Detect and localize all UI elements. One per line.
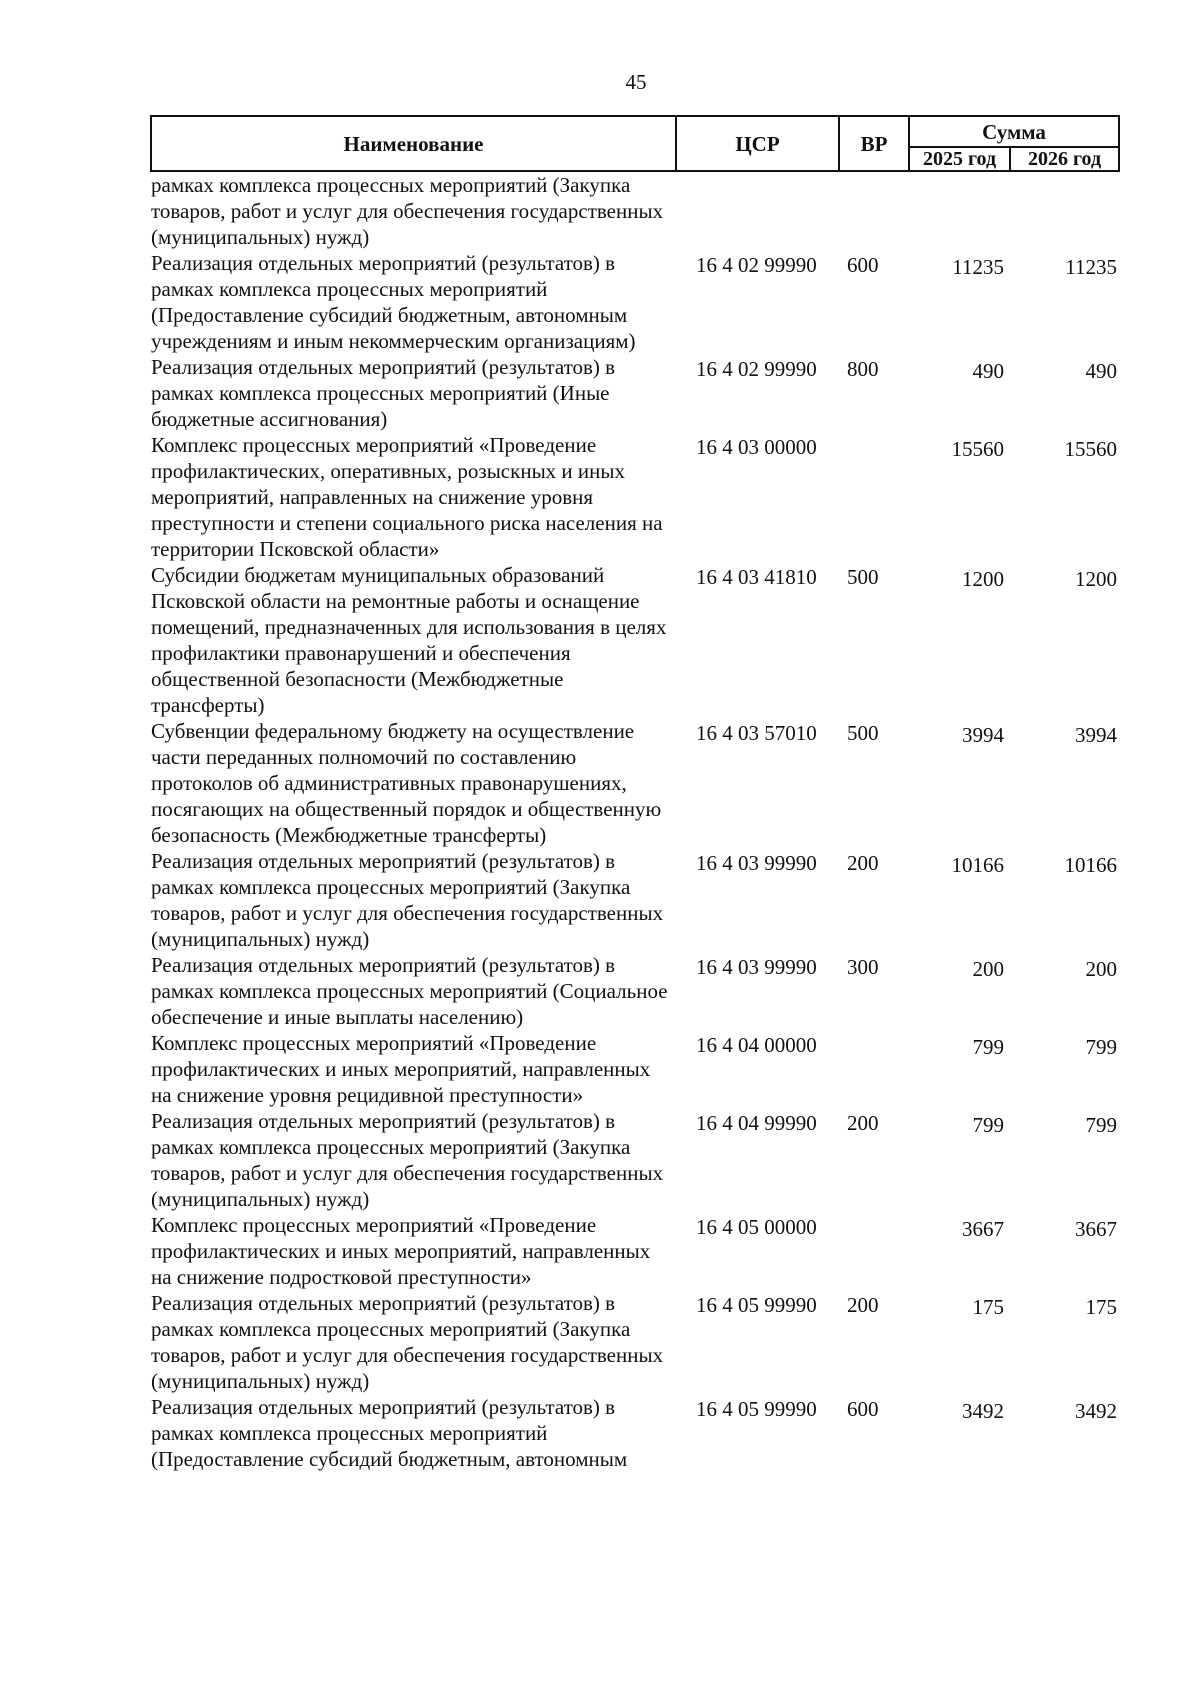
row-amount-2025: 3994 (962, 723, 1004, 747)
row-amount-2026: 10166 (1064, 853, 1117, 877)
table-row (151, 171, 1119, 250)
row-amount-2025: 799 (972, 1113, 1004, 1137)
row-csr: 16 4 03 57010 (696, 721, 817, 745)
row-csr: 16 4 03 99990 (696, 851, 817, 875)
table-row (151, 1030, 1119, 1108)
row-amount-2025: 3667 (962, 1217, 1004, 1241)
row-vr: 300 (847, 955, 879, 979)
row-csr: 16 4 03 00000 (696, 435, 817, 459)
row-vr (839, 432, 909, 562)
row-csr: 16 4 02 99990 (696, 357, 817, 381)
header-year-2025: 2025 год (909, 147, 1010, 171)
row-amount-2026: 1200 (1075, 567, 1117, 591)
row-name: Реализация отдельных мероприятий (результатов) в рамках комплекса процессных мероприятий (Иные бюджетные ассигнования) (151, 355, 616, 431)
row-name: Комплекс процессных мероприятий «Проведение профилактических, оперативных, розыскных и иных мероприятий, направленных на снижение уровня преступности и степени социального риска населения на территории Псковской области» (151, 433, 663, 561)
row-csr: 16 4 02 99990 (696, 253, 817, 277)
table-row (151, 432, 1119, 562)
row-amount-2025: 799 (972, 1035, 1004, 1059)
row-amount-2026: 200 (1085, 957, 1117, 981)
row-vr: 200 (847, 851, 879, 875)
row-name: Реализация отдельных мероприятий (результатов) в рамках комплекса процессных мероприятий (Социальное обеспечение и иные выплаты населению) (151, 953, 668, 1029)
budget-table (150, 115, 1120, 1472)
row-csr: 16 4 05 99990 (696, 1397, 817, 1421)
header-year-2026: 2026 год (1010, 147, 1119, 171)
header-vr: ВР (839, 116, 909, 171)
row-amount-2026: 3492 (1075, 1399, 1117, 1423)
row-csr: 16 4 05 00000 (696, 1215, 817, 1239)
page-number: 45 (625, 70, 647, 94)
row-amount-2026 (1010, 171, 1119, 250)
row-name: Комплекс процессных мероприятий «Проведение профилактических и иных мероприятий, направленных на снижение подростковой преступности» (151, 1213, 651, 1289)
row-vr: 200 (847, 1293, 879, 1317)
row-vr (839, 1030, 909, 1108)
row-amount-2026: 799 (1085, 1035, 1117, 1059)
row-amount-2026: 799 (1085, 1113, 1117, 1137)
row-csr: 16 4 04 99990 (696, 1111, 817, 1135)
header-csr: ЦСР (676, 116, 839, 171)
row-name: рамках комплекса процессных мероприятий (Закупка товаров, работ и услуг для обеспечения государственных (муниципальных) нужд) (151, 173, 664, 249)
row-vr: 800 (847, 357, 879, 381)
row-amount-2025: 11235 (952, 255, 1004, 279)
row-amount-2026: 11235 (1065, 255, 1117, 279)
row-name: Субвенции федеральному бюджету на осуществление части переданных полномочий по составлению протоколов об административных правонарушениях, посягающих на общественный порядок и общественную безопасность (Межбюджетные трансферты) (151, 719, 662, 847)
row-amount-2025: 3492 (962, 1399, 1004, 1423)
table-row (151, 1212, 1119, 1290)
row-amount-2026: 3994 (1075, 723, 1117, 747)
row-name: Реализация отдельных мероприятий (результатов) в рамках комплекса процессных мероприятий (Закупка товаров, работ и услуг для обеспечения государственных (муниципальных) нужд) (151, 1291, 664, 1393)
row-vr: 600 (847, 1397, 879, 1421)
row-vr (839, 171, 909, 250)
row-name: Реализация отдельных мероприятий (результатов) в рамках комплекса процессных мероприятий (Предоставление субсидий бюджетным, автономным учреждениям и иным некоммерческим организациям) (151, 251, 636, 353)
row-name: Комплекс процессных мероприятий «Проведение профилактических и иных мероприятий, направленных на снижение уровня рецидивной преступности» (151, 1031, 651, 1107)
row-vr (839, 1212, 909, 1290)
row-amount-2025: 1200 (962, 567, 1004, 591)
table-row (151, 952, 1119, 1030)
row-name: Реализация отдельных мероприятий (результатов) в рамках комплекса процессных мероприятий (Предоставление субсидий бюджетным, автономным (151, 1395, 628, 1471)
row-amount-2026: 15560 (1064, 437, 1117, 461)
table-row (151, 1290, 1119, 1394)
row-vr: 200 (847, 1111, 879, 1135)
table-row (151, 354, 1119, 432)
row-vr: 600 (847, 253, 879, 277)
row-csr: 16 4 04 00000 (696, 1033, 817, 1057)
row-amount-2026: 490 (1085, 359, 1117, 383)
header-sum: Сумма (909, 116, 1119, 147)
row-name: Реализация отдельных мероприятий (результатов) в рамках комплекса процессных мероприятий (Закупка товаров, работ и услуг для обеспечения государственных (муниципальных) нужд) (151, 1109, 664, 1211)
row-amount-2025 (909, 171, 1010, 250)
row-vr: 500 (847, 721, 879, 745)
table-row (151, 848, 1119, 952)
row-name: Реализация отдельных мероприятий (результатов) в рамках комплекса процессных мероприятий (Закупка товаров, работ и услуг для обеспечения государственных (муниципальных) нужд) (151, 849, 664, 951)
table-row (151, 718, 1119, 848)
row-amount-2025: 175 (972, 1295, 1004, 1319)
table-row (151, 1108, 1119, 1212)
row-name: Субсидии бюджетам муниципальных образований Псковской области на ремонтные работы и оснащение помещений, предназначенных для использования в целях профилактики правонарушений и обеспечения общественной безопасности (Межбюджетные трансферты) (151, 563, 667, 717)
row-csr (676, 171, 839, 250)
table-row (151, 250, 1119, 354)
row-csr: 16 4 05 99990 (696, 1293, 817, 1317)
row-amount-2026: 175 (1085, 1295, 1117, 1319)
table-row (151, 1394, 1119, 1472)
row-amount-2025: 200 (972, 957, 1004, 981)
row-vr: 500 (847, 565, 879, 589)
row-csr: 16 4 03 41810 (696, 565, 817, 589)
row-csr: 16 4 03 99990 (696, 955, 817, 979)
row-amount-2025: 10166 (951, 853, 1004, 877)
table-header (151, 116, 1119, 171)
table-body (151, 171, 1119, 1472)
header-name: Наименование (151, 116, 676, 171)
row-amount-2025: 490 (972, 359, 1004, 383)
table-row (151, 562, 1119, 718)
row-amount-2025: 15560 (951, 437, 1004, 461)
row-amount-2026: 3667 (1075, 1217, 1117, 1241)
